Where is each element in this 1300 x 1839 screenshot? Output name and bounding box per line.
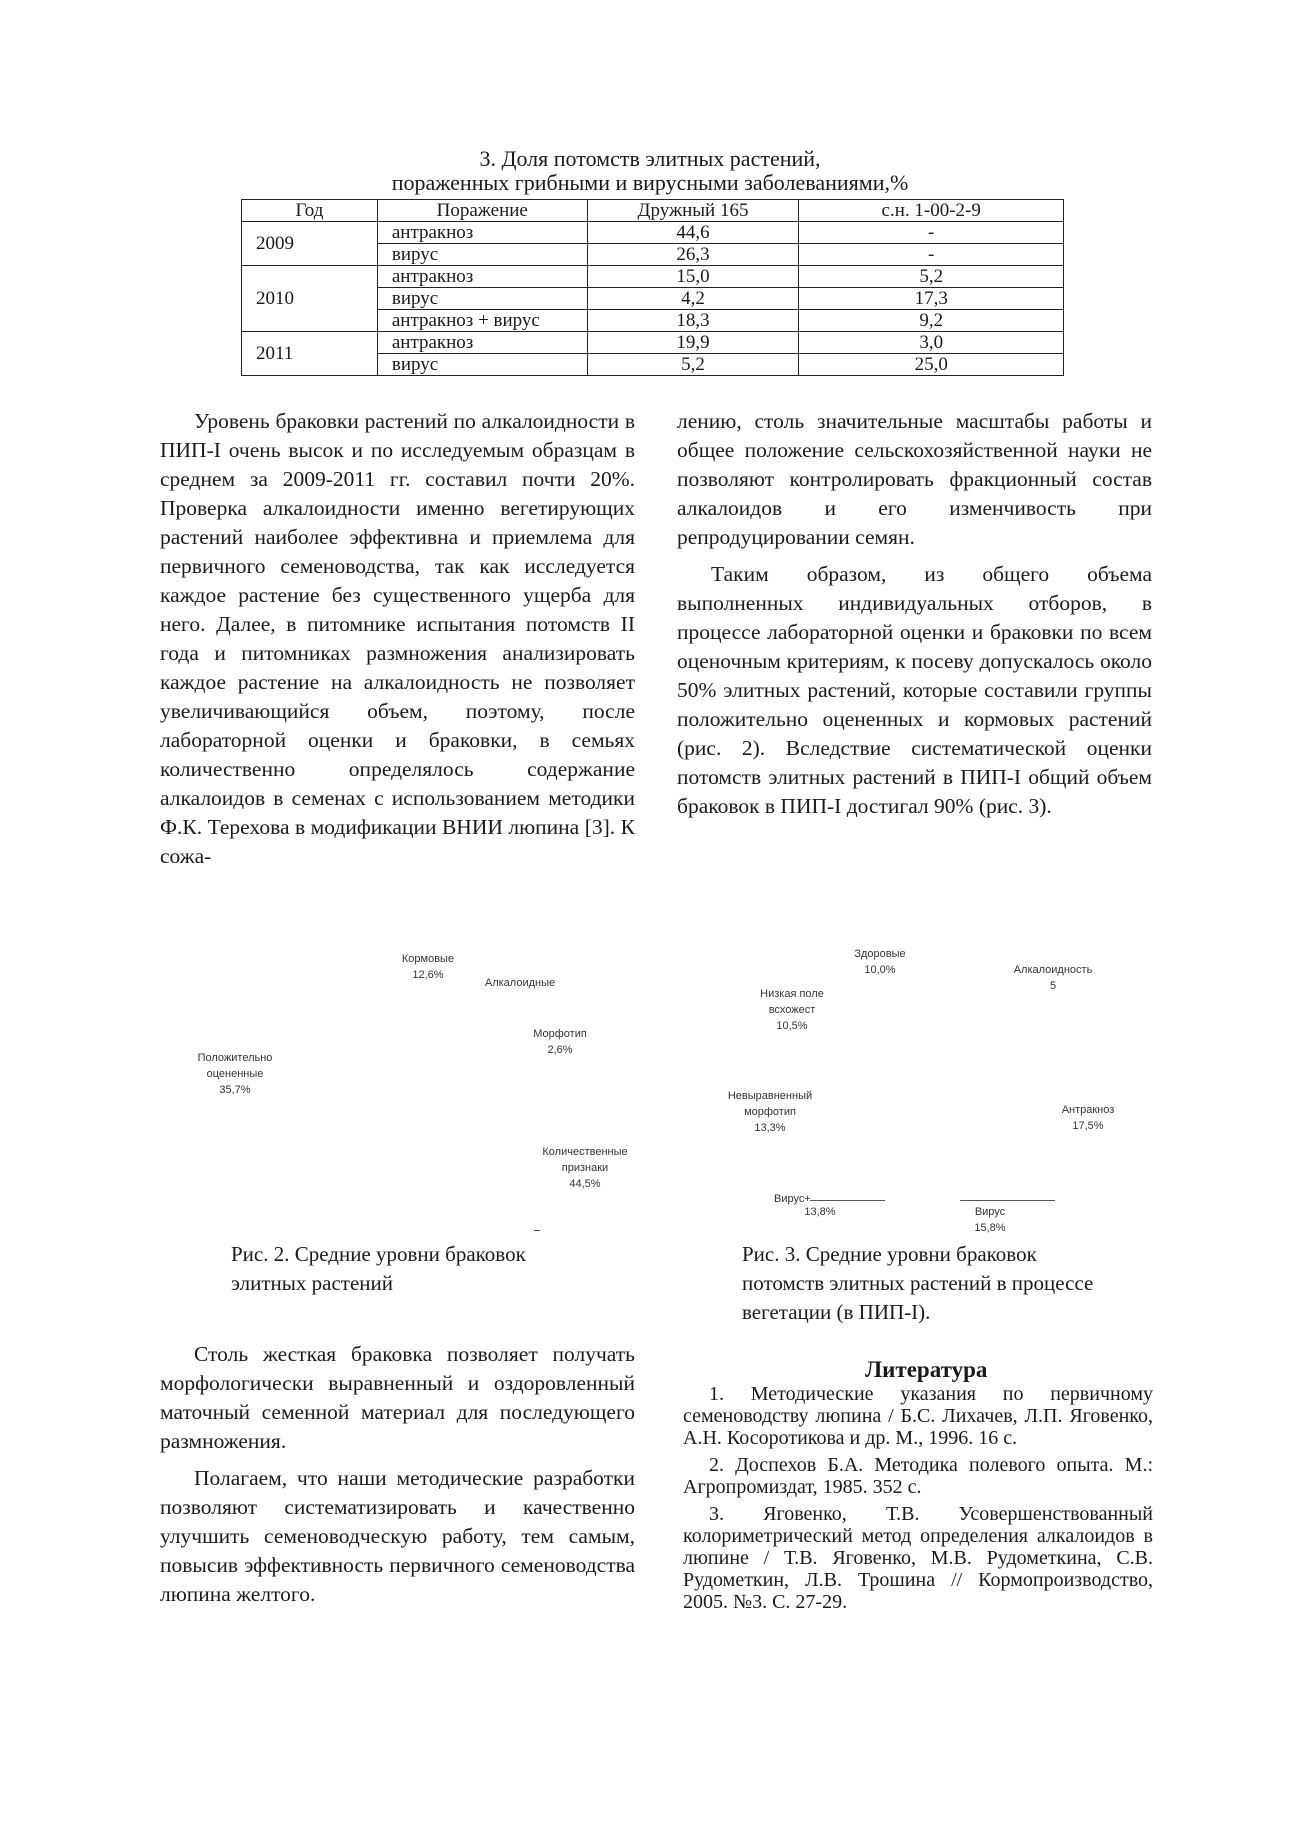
leader-line <box>810 1200 885 1201</box>
literature-item: 1. Методические указания по первичному семеноводству люпина / Б.С. Лихачев, Л.П. Яговенко, А.Н. Косоротикова и др. М., 1996. 16 с. <box>683 1383 1153 1449</box>
cell-value: 5,2 <box>799 266 1064 288</box>
left-column-top <box>160 407 635 871</box>
literature-item: 2. Доспехов Б.А. Методика полевого опыта. М.: Агропромиздат, 1985. 352 с. <box>683 1454 1153 1498</box>
cell-disease: вирус <box>377 288 587 310</box>
right-column-top <box>677 407 1152 821</box>
table-title-line2: пораженных грибными и вирусными заболеваниями,% <box>391 170 909 195</box>
cell-disease: антракноз + вирус <box>377 310 587 332</box>
label-nizkaya: Низкая поле всхожест 10,5% <box>760 988 824 1032</box>
cell-value: 3,0 <box>799 332 1064 354</box>
leader-line <box>960 1200 1055 1201</box>
table-row <box>242 332 1064 354</box>
table-header-row <box>242 200 1064 222</box>
paragraph: Столь жесткая браковка позволяет получать морфологически выравненный и оздоровленный маточный семенной материал для последующего размножения. <box>160 1342 635 1453</box>
label-alkaloidnost: Алкалоидность 5 <box>1013 964 1093 992</box>
cell-year: 2010 <box>242 266 378 332</box>
header-year: Год <box>242 200 378 222</box>
cell-disease: антракноз <box>377 266 587 288</box>
table-row <box>242 266 1064 288</box>
label-polozh: Положительно оцененные 35,7% <box>197 1052 273 1096</box>
label-kormovye: Кормовые 12,6% <box>401 953 455 981</box>
cell-disease: антракноз <box>377 222 587 244</box>
figure-2-caption: Рис. 2. Средние уровни браковок элитных растений <box>231 1242 526 1295</box>
paragraph: лению, столь значительные масштабы работы и общее положение сельскохозяйственной науки не позволяют контролировать фракционный состав алкалоидов и его изменчивость при репродуцировании семян. <box>677 409 1152 549</box>
cell-value: 17,3 <box>799 288 1064 310</box>
cell-value: - <box>799 222 1064 244</box>
cell-disease: антракноз <box>377 332 587 354</box>
label-morfotip: Морфотип 2,6% <box>533 1028 587 1056</box>
cell-value: 44,6 <box>587 222 799 244</box>
cell-value: 26,3 <box>587 244 799 266</box>
literature-item: 3. Яговенко, Т.В. Усовершенствованный колориметрический метод определения алкалоидов в люпине / Т.В. Яговенко, М.В. Рудометкина, С.В. Рудометкин, Л.В. Трошина // Кормопроизводство, 2005. №3. С. 27-29. <box>683 1503 1153 1613</box>
paragraph: Полагаем, что наши методические разработки позволяют систематизировать и качественно улучшить семеноводческую работу, тем самым, повысив эффективность первичного семеноводства люпина желтого. <box>160 1466 635 1606</box>
literature-list <box>683 1383 1153 1618</box>
cell-value: 9,2 <box>799 310 1064 332</box>
cell-value: 4,2 <box>587 288 799 310</box>
leader-line <box>534 1230 540 1231</box>
header-druzhny: Дружный 165 <box>587 200 799 222</box>
label-antraknoz: Антракноз 17,5% <box>1061 1104 1115 1132</box>
label-virus: Вирус 15,8% <box>974 1206 1006 1234</box>
table-title <box>230 147 1070 195</box>
table-row <box>242 222 1064 244</box>
cell-disease: вирус <box>377 354 587 376</box>
paragraph: Уровень браковки растений по алкалоидности в ПИП-I очень высок и по исследуемым образцам в среднем за 2009-2011 гг. составил почти 20%. Проверка алкалоидности именно вегетирующих растений наиболее эффективна и приемлема для первичного семеноводства, так как исследуется каждое растение без существенного ущерба для него. Далее, в питомнике испытания потомств II года и питомниках размножения анализировать каждое растение на алкалоидность не позволяет увеличивающийся объем, поэтому, после лабораторной оценки и браковки, в семьях количественно определялось содержание алкалоидов в семенах с использованием методики Ф.К. Терехова в модификации ВНИИ люпина [3]. К сожа- <box>160 409 635 868</box>
cell-disease: вирус <box>377 244 587 266</box>
literature-heading: Литература <box>865 1357 988 1382</box>
label-virus-plus-pct: 13,8% <box>804 1206 836 1218</box>
figure-3-caption: Рис. 3. Средние уровни браковок потомств элитных растений в процессе вегетации (в ПИП-I). <box>742 1242 1094 1324</box>
cell-year: 2011 <box>242 332 378 376</box>
cell-year: 2009 <box>242 222 378 266</box>
label-zdorovye: Здоровые 10,0% <box>854 948 906 976</box>
header-disease: Поражение <box>377 200 587 222</box>
label-kolich: Количественные признаки 44,5% <box>542 1146 628 1190</box>
table-title-line1: 3. Доля потомств элитных растений, <box>479 146 821 171</box>
cell-value: 19,9 <box>587 332 799 354</box>
paragraph: Таким образом, из общего объема выполненных индивидуальных отборов, в процессе лабораторной оценки и браковки по всем оценочным критериям, к посеву допускалось около 50% элитных растений, которые составили группы положительно оцененных и кормовых растений (рис. 2). Вследствие систематической оценки потомств элитных растений в ПИП-I общий объем браковок в ПИП-I достигал 90% (рис. 3). <box>677 562 1152 818</box>
label-nevyr: Невыравненный морфотип 13,3% <box>727 1090 813 1134</box>
cell-value: 5,2 <box>587 354 799 376</box>
disease-table <box>241 199 1064 376</box>
left-column-bottom <box>160 1340 635 1609</box>
cell-value: 25,0 <box>799 354 1064 376</box>
header-sn: с.н. 1-00-2-9 <box>799 200 1064 222</box>
cell-value: - <box>799 244 1064 266</box>
label-virus-plus: Вирус+ <box>774 1193 811 1205</box>
cell-value: 15,0 <box>587 266 799 288</box>
label-alkaloid: Алкалоидные <box>484 977 556 989</box>
cell-value: 18,3 <box>587 310 799 332</box>
